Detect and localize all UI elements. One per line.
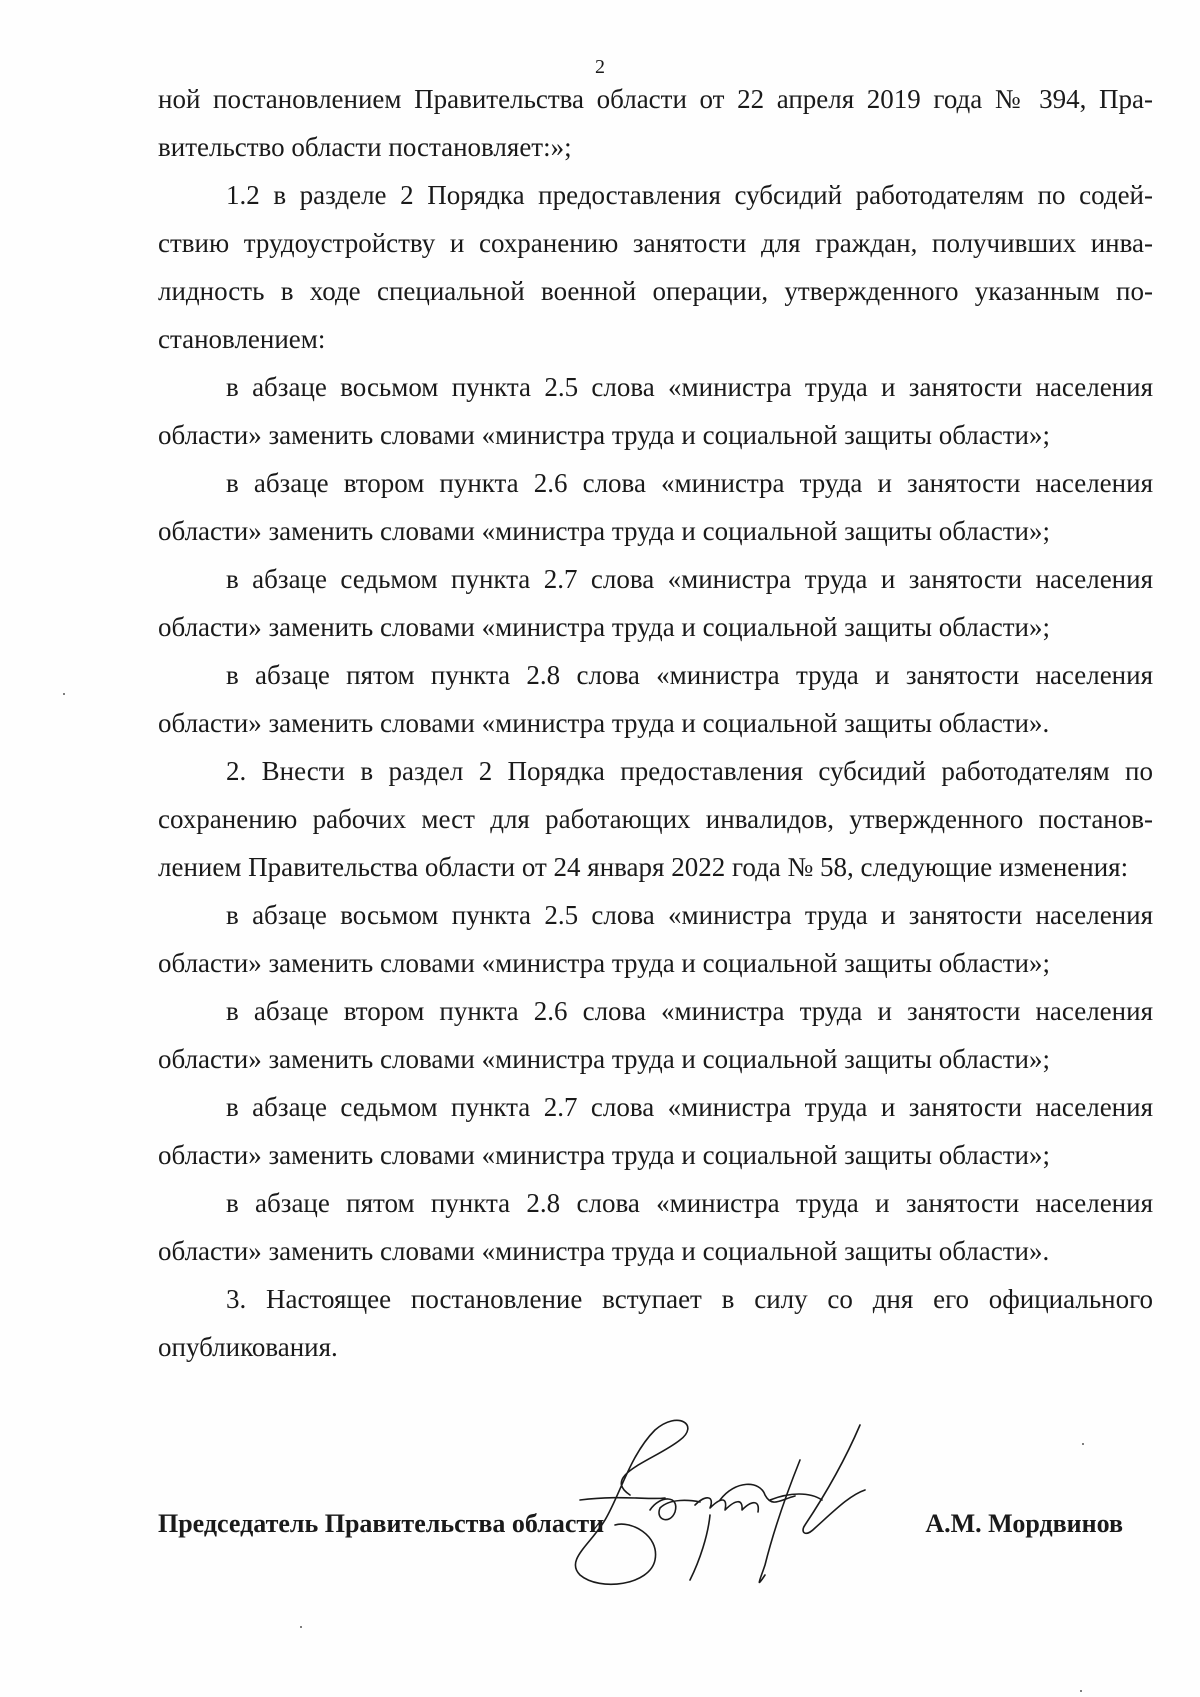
paragraph-item-3: 3. Настоящее постановление вступает в силу со дня его официального опубликования.: [158, 1284, 1153, 1362]
document-body: [158, 75, 1153, 1371]
paragraph-continuation: ной постановлением Правительства области от 22 апреля 2019 года № 394, Правительство области постановляет:»;: [158, 84, 1153, 162]
paragraph-item-2: 2. Внести в раздел 2 Порядка предоставления субсидий работодателям по сохранению рабочих мест для работающих инвалидов, утвержденного постановлением Правительства области от 24 января 2022 года № 58, следующие изменения:: [158, 756, 1153, 882]
paragraph-amendment: в абзаце втором пункта 2.6 слова «министра труда и занятости населения области» заменить словами «министра труда и социальной защиты области»;: [158, 468, 1153, 546]
paragraph-amendment: в абзаце седьмом пункта 2.7 слова «министра труда и занятости населения области» заменить словами «министра труда и социальной защиты области»;: [158, 1092, 1153, 1170]
paragraph-amendment: в абзаце пятом пункта 2.8 слова «министра труда и занятости населения области» заменить словами «министра труда и социальной защиты области».: [158, 660, 1153, 738]
scan-speck: [63, 693, 65, 695]
paragraph-item-1-2: 1.2 в разделе 2 Порядка предоставления субсидий работодателям по содействию трудоустройству и сохранению занятости для граждан, получивших инвалидность в ходе специальной военной операции, утвержденного указанным постановлением:: [158, 180, 1153, 354]
paragraph-amendment: в абзаце восьмом пункта 2.5 слова «министра труда и занятости населения области» заменить словами «министра труда и социальной защиты области»;: [158, 900, 1153, 978]
scan-speck: [300, 1626, 302, 1628]
paragraph-amendment: в абзаце седьмом пункта 2.7 слова «министра труда и занятости населения области» заменить словами «министра труда и социальной защиты области»;: [158, 564, 1153, 642]
handwritten-signature: [560, 1400, 940, 1600]
scan-speck: [1080, 1690, 1082, 1692]
paragraph-amendment: в абзаце втором пункта 2.6 слова «министра труда и занятости населения области» заменить словами «министра труда и социальной защиты области»;: [158, 996, 1153, 1074]
signatory-name: А.М. Мордвинов: [925, 1509, 1123, 1538]
scan-speck: [1082, 1443, 1084, 1445]
signatory-title: Председатель Правительства области: [158, 1509, 605, 1538]
page-number: 2: [595, 56, 605, 78]
paragraph-amendment: в абзаце восьмом пункта 2.5 слова «министра труда и занятости населения области» заменить словами «министра труда и социальной защиты области»;: [158, 372, 1153, 450]
paragraph-amendment: в абзаце пятом пункта 2.8 слова «министра труда и занятости населения области» заменить словами «министра труда и социальной защиты области».: [158, 1188, 1153, 1266]
